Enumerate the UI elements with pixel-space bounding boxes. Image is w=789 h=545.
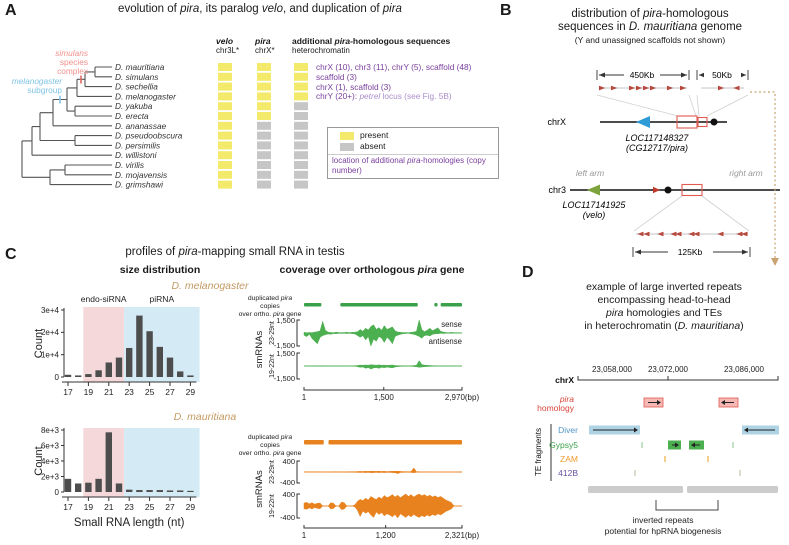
antisense-coverage: [304, 506, 462, 518]
pira-homology-label2: homology: [537, 403, 574, 413]
coverage-x-axis: [304, 525, 462, 528]
track-name-label: 19-22nt: [269, 354, 276, 378]
x-tick-label: 19: [83, 502, 94, 512]
col-pira-chr: chrX*: [255, 46, 275, 55]
header-size-distribution: size distribution: [119, 264, 201, 276]
x-tick-label: 27: [165, 387, 175, 397]
x-tick-label: 17: [63, 502, 73, 512]
panel-b-title1: distribution of pira-homologous: [571, 8, 729, 20]
species-name: D. melanogaster: [115, 91, 176, 102]
count-axis-label: Count: [33, 328, 45, 359]
bar: [116, 483, 122, 492]
x-tick-label: 2,321(bp): [444, 531, 480, 540]
annotation-row: chrX (1), scaffold (3): [316, 81, 392, 92]
bar: [85, 374, 91, 377]
y-tick-label: 3e+4: [40, 305, 59, 315]
x-tick-label: 29: [185, 502, 196, 512]
y-tick-label: 2e+4: [40, 328, 59, 338]
col-velo-name: velo: [216, 36, 234, 46]
x-tick-label: 19: [83, 387, 94, 397]
loc3-label: LOC117141925: [562, 200, 626, 210]
y-tick-label: 6e+3: [40, 441, 59, 451]
bar: [136, 316, 142, 377]
dup-copies-label-mel: duplicated pira copies over ortho. pira gene: [238, 295, 302, 318]
bar: [177, 371, 183, 377]
track-y-axis: [297, 461, 300, 483]
panel-d-title-line: example of large inverted repeats: [586, 281, 742, 293]
right-arm-label: right arm: [729, 168, 763, 178]
coverage-plot-melanogaster: [240, 292, 493, 404]
antisense-label: antisense: [428, 337, 462, 346]
antisense-coverage: [304, 366, 462, 369]
track-name-label: 23-29nt: [269, 321, 276, 345]
caption-line1: inverted repeats: [632, 515, 694, 525]
x-tick-label: 1,500: [373, 393, 394, 402]
legend-absent-label: absent: [360, 141, 386, 151]
panel-c-letter: C: [5, 246, 17, 263]
dup-copies-label-mau: duplicated pira copies over ortho. pira gene: [238, 434, 302, 457]
species-melanogaster: D. melanogaster: [171, 280, 249, 292]
panel-d-title-line: pira homologies and TEs: [606, 307, 722, 319]
x-tick-label: 23: [124, 387, 134, 397]
bar: [167, 358, 173, 377]
coordinate-label: 23,072,000: [647, 365, 689, 374]
shaded-region: [124, 428, 199, 497]
region-label: endo-siRNA: [80, 294, 127, 304]
species-name: D. virilis: [115, 160, 145, 170]
bar: [75, 375, 81, 377]
y-tick-label: 4e+3: [40, 456, 59, 466]
species-name: D. mauritiana: [115, 62, 165, 72]
legend-present-label: present: [360, 130, 389, 140]
smrnas-label: smRNAs: [254, 470, 265, 508]
label-125kb: 125Kb: [677, 247, 703, 257]
simulans-complex-label: simulans: [55, 48, 88, 58]
track-y-axis: [297, 353, 300, 379]
panel-d-letter: D: [522, 264, 534, 281]
track-ymin-label: -1,500: [273, 374, 295, 383]
bar: [157, 347, 163, 377]
left-arm-label: left arm: [575, 168, 605, 178]
y-tick-label: 0: [54, 372, 59, 382]
bar: [106, 432, 112, 492]
x-tick-label: 1: [301, 531, 307, 540]
x-tick-label: 1: [301, 393, 307, 402]
species-mauritiana: D. mauritiana: [173, 411, 237, 423]
sense-coverage: [304, 494, 462, 506]
header-coverage: coverage over orthologous pira gene: [279, 264, 465, 276]
track-name-label: 19-22nt: [269, 494, 276, 518]
panel-b-letter: B: [500, 2, 512, 19]
coverage-plot-mauritiana: [240, 425, 493, 545]
chrx-label: chrX: [547, 117, 566, 127]
loc3-sub-label: (velo): [582, 210, 606, 220]
duplicated-copies-segment: [328, 440, 462, 445]
bar: [116, 358, 122, 377]
track-ymin-label: -1,500: [273, 341, 295, 350]
y-tick-label: 1e+4: [40, 350, 59, 360]
bar: [136, 490, 142, 492]
caption-line2: potential for hpRNA biogenesis: [604, 526, 722, 536]
bar: [146, 490, 152, 492]
region-label: piRNA: [149, 294, 175, 304]
bar: [177, 490, 183, 492]
bar: [75, 483, 81, 492]
locx-sub-label: (CG12717/pira): [625, 143, 689, 153]
track-y-axis: [297, 494, 300, 518]
bar: [157, 490, 163, 492]
label-50kb: 50Kb: [712, 70, 732, 80]
duplicated-copies-segment: [340, 303, 417, 307]
bar: [167, 490, 173, 492]
x-tick-label: 21: [104, 502, 114, 512]
x-tick-label: 29: [185, 387, 196, 397]
track-ymax-label: 1,500: [276, 316, 295, 325]
panel-a-letter: A: [5, 2, 17, 19]
x-tick-label: 21: [104, 387, 114, 397]
species-name: D. simulans: [115, 71, 159, 82]
species-name: D. pseudoobscura: [115, 130, 183, 141]
y-tick-label: 0: [54, 487, 59, 497]
x-tick-label: 17: [63, 387, 73, 397]
melanogaster-subgroup-label: subgroup: [27, 85, 62, 95]
te-fragments-label: TE fragments: [534, 427, 543, 477]
count-axis-label: Count: [33, 446, 45, 476]
coordinate-label: 23,086,000: [723, 365, 765, 374]
species-name: D. ananassae: [115, 120, 167, 131]
te-row-label: Diver: [558, 425, 578, 435]
col-additional-sub: heterochromatin: [292, 46, 350, 55]
bar: [85, 483, 91, 492]
species-name: D. sechellia: [115, 81, 158, 92]
legend-caption: location of additional pira-homologies (copy number): [332, 156, 486, 175]
panel-c-title: profiles of pira-mapping small RNA in testis: [125, 246, 345, 258]
y-tick-label: 8e+3: [40, 425, 59, 435]
label-450kb: 450Kb: [629, 70, 655, 80]
bar: [187, 491, 193, 492]
pira-homology-label1: pira: [559, 394, 574, 404]
panel-d-title-line: in heterochromatin (D. mauritiana): [584, 320, 744, 332]
y-tick-label: 2e+3: [40, 472, 59, 482]
annotation-row: chrX (10), chr3 (11), chrY (5), scaffold (48): [316, 62, 472, 72]
bar: [146, 331, 152, 377]
annotation-row: scaffold (3): [316, 71, 357, 82]
simulans-complex-label: complex: [57, 66, 88, 76]
inverted-repeats-bracket: [656, 500, 718, 510]
chr3-label: chr3: [548, 185, 566, 195]
x-tick-label: 27: [165, 502, 175, 512]
simulans-complex-label: species: [59, 57, 88, 67]
col-additional-header: additional pira-homologous sequences: [292, 36, 451, 46]
col-pira-name: pira: [255, 36, 271, 46]
antisense-coverage: [304, 472, 462, 474]
sense-coverage: [304, 320, 462, 333]
panel-b-title3: (Y and unassigned scaffolds not shown): [574, 35, 726, 45]
te-row-label: 412B: [558, 468, 578, 478]
x-tick-label: 25: [144, 387, 155, 397]
species-name: D. grimshawi: [115, 179, 163, 190]
x-tick-label: 25: [144, 502, 155, 512]
te-row-label: Gypsy5: [549, 440, 578, 450]
assembly-segment: [687, 486, 778, 493]
track-ymax-label: 400: [282, 490, 295, 499]
bar: [95, 370, 101, 377]
track-ymax-label: 1,500: [276, 349, 295, 358]
duplicated-copies-segment: [304, 303, 321, 307]
bar: [106, 362, 112, 377]
smrnas-label: smRNAs: [254, 330, 265, 369]
species-name: D. mojavensis: [115, 169, 168, 180]
bar: [65, 375, 71, 377]
assembly-segment: [588, 486, 683, 493]
duplicated-copies-segment: [434, 303, 437, 307]
x-tick-label: 2,970(bp): [444, 393, 480, 402]
coverage-x-axis: [304, 387, 462, 390]
bar: [65, 479, 71, 492]
panel-d-title-line: encompassing head-to-head: [597, 294, 731, 306]
duplicated-copies-segment: [441, 303, 462, 307]
species-name: D. persimilis: [115, 140, 161, 151]
sense-label: sense: [441, 320, 462, 329]
panel-a-title: evolution of pira, its paralog velo, and duplication of pira: [118, 3, 402, 15]
x-axis-title: Small RNA length (nt): [73, 517, 185, 529]
sense-coverage: [304, 468, 462, 472]
te-row-label: ZAM: [560, 454, 578, 464]
panel-d-graphic: [530, 360, 789, 545]
x-tick-label: 23: [124, 502, 134, 512]
bar: [126, 490, 132, 492]
bar: [187, 375, 193, 377]
track-ymax-label: 400: [282, 457, 295, 466]
coordinate-label: 23,058,000: [591, 365, 633, 374]
panel-d-title: [540, 281, 788, 333]
species-name: D. yakuba: [115, 101, 153, 112]
track-ymin-label: -400: [279, 478, 295, 487]
x-tick-label: 1,200: [375, 531, 396, 540]
melanogaster-subgroup-label: melanogaster: [11, 76, 62, 86]
sense-coverage: [304, 361, 462, 366]
track-ymin-label: -400: [279, 513, 295, 522]
locx-label: LOC117148327: [625, 133, 689, 143]
panel-b-title2: sequences in D. mauritiana genome: [557, 21, 743, 33]
chrx-axis: [578, 376, 778, 380]
annotation-row: chrY (20+): petrel locus (see Fig. 5B): [316, 91, 452, 102]
species-name: D. erecta: [115, 111, 149, 121]
species-name: D. willistoni: [115, 150, 157, 161]
track-name-label: 23-29nt: [269, 460, 276, 484]
bar: [95, 479, 101, 492]
duplicated-copies-segment: [304, 440, 324, 445]
down-arrowhead: [771, 258, 779, 266]
col-velo-chr: chr3L*: [216, 46, 240, 55]
bar: [126, 348, 132, 377]
track-y-axis: [297, 320, 300, 346]
chrx-label: chrX: [555, 375, 574, 385]
